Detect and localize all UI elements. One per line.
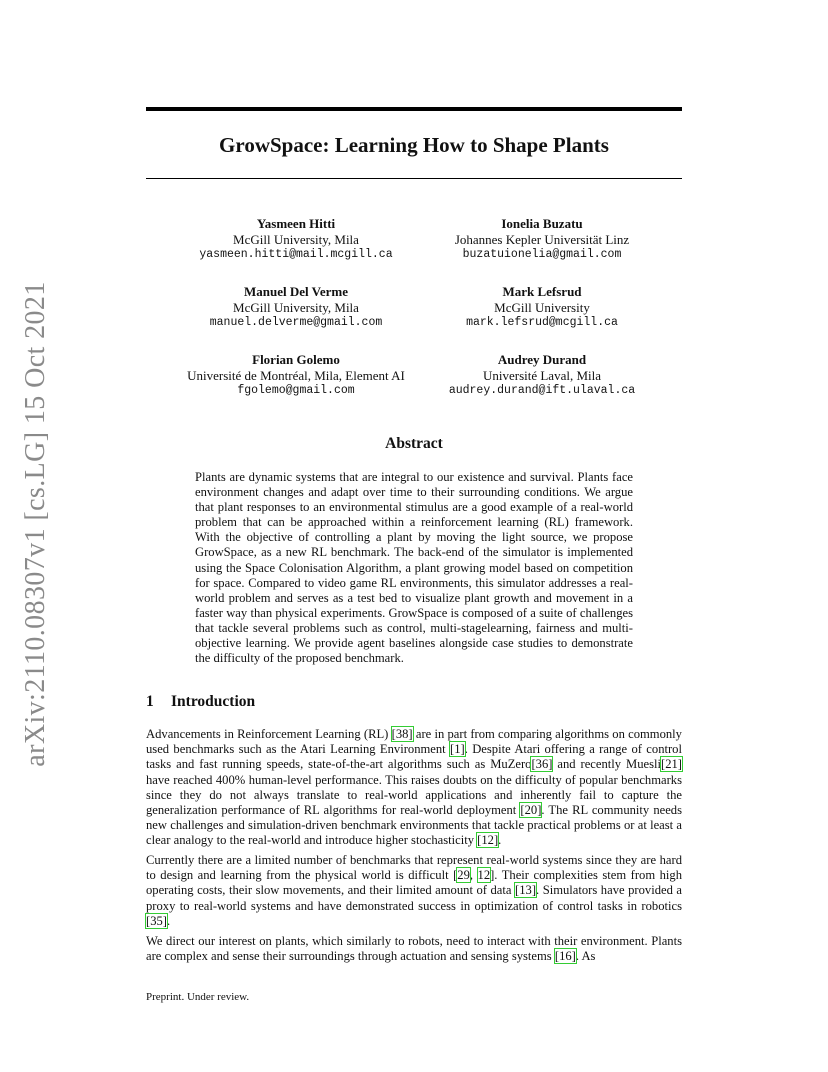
author-name: Ionelia Buzatu <box>501 216 583 231</box>
author-name: Florian Golemo <box>252 352 340 367</box>
paper-title: GrowSpace: Learning How to Shape Plants <box>219 133 609 157</box>
citation-link[interactable]: [38] <box>391 727 413 741</box>
author-email[interactable]: manuel.delverme@gmail.com <box>209 316 383 329</box>
section-title: Introduction <box>171 693 256 710</box>
paragraph-text: and recently Muesli <box>552 757 662 772</box>
author-block <box>156 352 436 399</box>
paragraph-text: Currently there are a limited number of benchmarks that represent real-world systems since they are hard to design and learning from the physical world is difficult [ <box>146 853 682 883</box>
section-heading <box>146 693 255 711</box>
paragraph-text: , <box>469 868 478 883</box>
citation-link[interactable]: 12 <box>477 868 491 883</box>
footer-note: Preprint. Under review. <box>146 991 250 1003</box>
paragraph-text: are in part from comparing algorithms on commonly used benchmarks such as the Atari Learning Environment <box>146 727 682 757</box>
paragraph-text: . <box>166 913 171 928</box>
author-affiliation: McGill University <box>494 299 590 315</box>
author-affiliation: Université de Montréal, Mila, Element AI <box>187 367 405 383</box>
paragraph-text: Advancements in Reinforcement Learning (RL) <box>146 727 392 741</box>
citation-link[interactable]: [16] <box>554 949 576 964</box>
paragraph-text: . Simulators have provided a proxy to real-world systems and have demonstrated success in optimization of control tasks in robotics <box>146 883 683 913</box>
author-name: Yasmeen Hitti <box>256 216 336 231</box>
citation-link[interactable]: [13] <box>515 883 537 898</box>
author-email[interactable]: yasmeen.hitti@mail.mcgill.ca <box>199 248 393 261</box>
body-paragraph <box>146 853 682 929</box>
citation-link[interactable]: [20] <box>520 803 542 818</box>
author-block <box>402 284 682 331</box>
title-bottom-rule <box>146 178 682 179</box>
paragraph-text: . <box>498 833 502 848</box>
citation-link[interactable]: [21] <box>661 757 682 772</box>
author-affiliation: Johannes Kepler Universität Linz <box>454 231 630 247</box>
section-number: 1 <box>146 693 154 710</box>
author-affiliation: Université Laval, Mila <box>482 367 602 383</box>
paragraph-text: . Despite Atari offering a range of control tasks and fast running speeds, state-of-the-art algorithms such as MuZero <box>146 742 682 772</box>
abstract-heading: Abstract <box>385 435 443 452</box>
author-email[interactable]: audrey.durand@ift.ulaval.ca <box>448 384 636 397</box>
paragraph-text: ]. Their complexities stem from high operating costs, their slow movements, and their limited amount of data <box>146 868 682 898</box>
title-top-rule <box>146 107 682 111</box>
author-name: Manuel Del Verme <box>244 284 348 299</box>
author-affiliation: McGill University, Mila <box>233 299 359 315</box>
author-affiliation: McGill University, Mila <box>233 231 359 247</box>
author-email[interactable]: mark.lefsrud@mcgill.ca <box>466 316 618 329</box>
abstract-text: Plants are dynamic systems that are integral to our existence and survival. Plants face environment changes and adapt over time to their surrounding conditions. We argue that plant responses to an environmental stimulus are a good example of a real-world problem that can be approached within a reinforcement learning (RL) framework. With the objective of controlling a plant by moving the light source, we propose GrowSpace, as a new RL benchmark. The back-end of the simulator is implemented using the Space Colonisation Algorithm, a plant growing model based on competition for space. Compared to video game RL environments, this simulator addresses a real-world problem and serves as a test bed to visualize plant growth and movement in a faster way than physical experiments. GrowSpace is composed of a suite of challenges that tackle several problems such as control, multi-stagelearning, fairness and multi-objective learning. We provide agent baselines alongside case studies to demonstrate the difficulty of the proposed benchmark. <box>195 470 633 666</box>
citation-link[interactable]: [35] <box>146 913 167 928</box>
author-block <box>156 216 436 263</box>
arxiv-identifier-stamp: arXiv:2110.08307v1 [cs.LG] 15 Oct 2021 <box>20 281 51 767</box>
paragraph-text: . As <box>575 949 596 964</box>
paragraph-text: We direct our interest on plants, which similarly to robots, need to interact with their environment. Plants are complex and sense their surroundings through actuation and sensing systems <box>146 934 682 964</box>
author-name: Mark Lefsrud <box>502 284 582 299</box>
author-email[interactable]: buzatuionelia@gmail.com <box>462 248 622 261</box>
citation-link[interactable]: [36] <box>531 757 553 772</box>
paragraph-text: . The RL community needs new challenges and simulation-driven benchmark environments that tackle practical problems or at least a clear analogy to the real-world and introduce higher stochasticity <box>146 803 682 848</box>
author-block <box>402 216 682 263</box>
paragraph-text: have reached 400% human-level performance. This raises doubts on the difficulty of popular benchmarks since they do not always translate to real-world applications and inherently fail to capture the generalization performance of RL algorithms for real-world deployment <box>146 772 682 818</box>
body-paragraph <box>146 934 682 964</box>
citation-link[interactable]: 29 <box>457 868 470 883</box>
author-block <box>156 284 436 331</box>
body-paragraph <box>146 727 682 849</box>
author-email[interactable]: fgolemo@gmail.com <box>237 384 355 397</box>
citation-link[interactable]: [1] <box>450 742 465 757</box>
author-block <box>402 352 682 399</box>
author-name: Audrey Durand <box>497 352 587 367</box>
citation-link[interactable]: [12] <box>477 833 499 848</box>
